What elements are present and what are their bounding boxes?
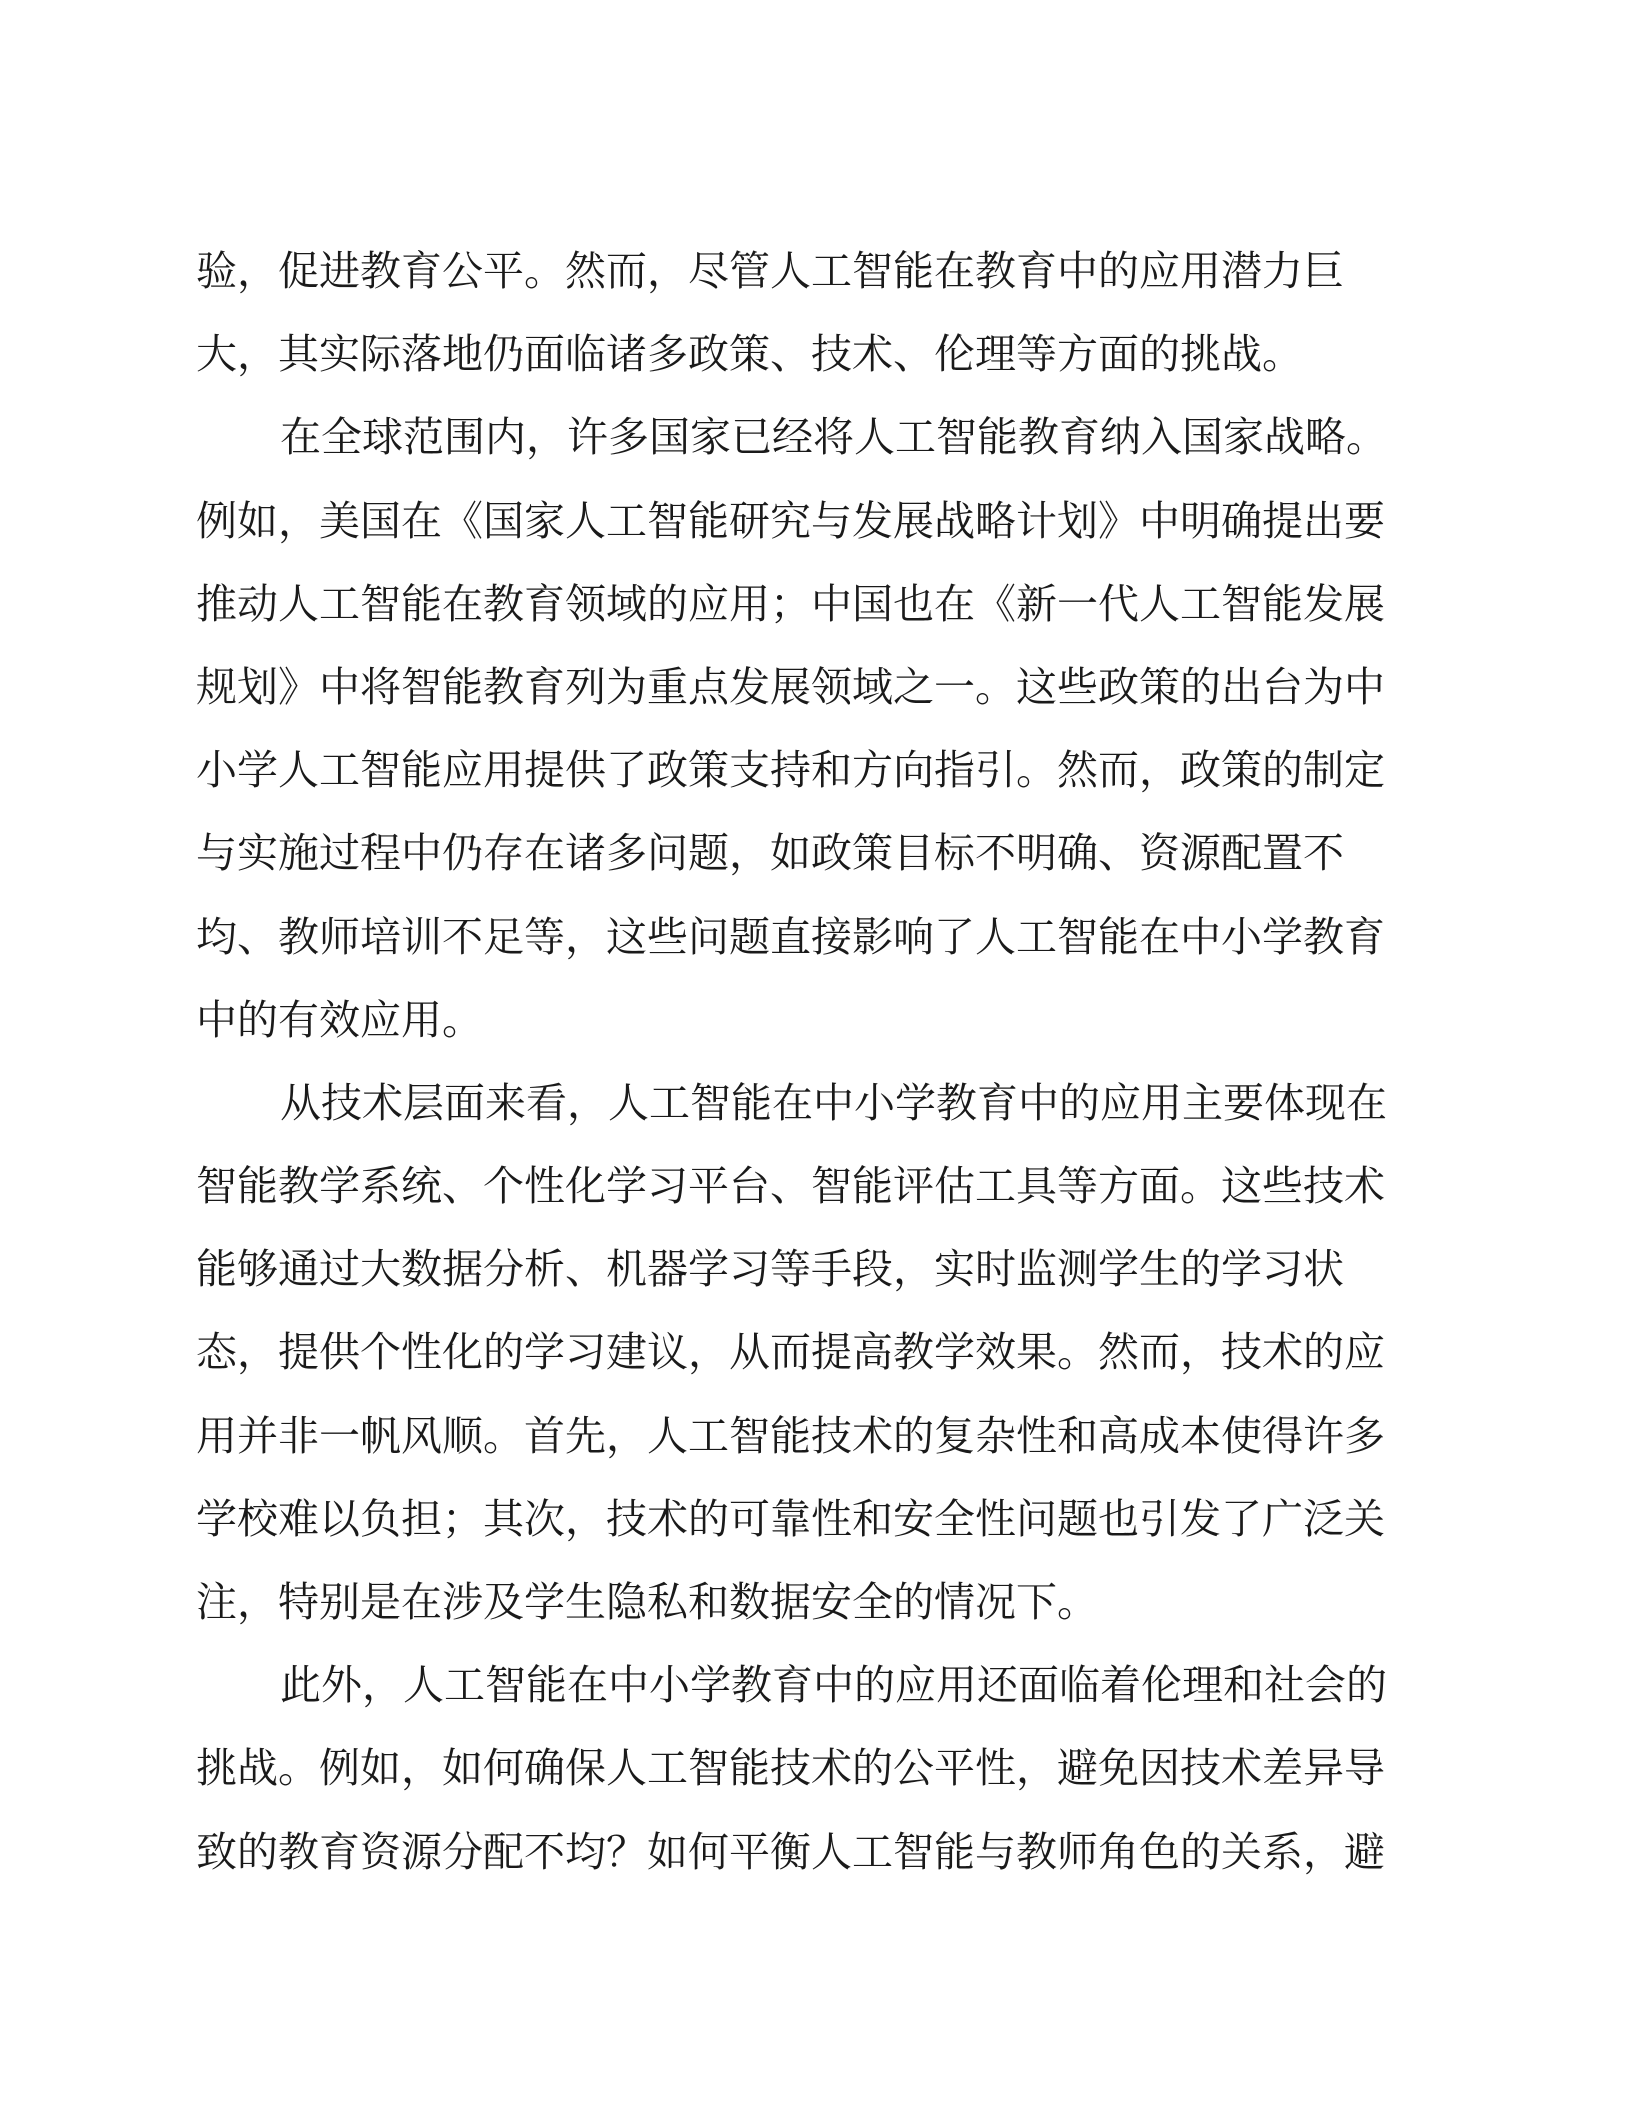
text-line: 智能教学系统、个性化学习平台、智能评估工具等方面。这些技术: [196, 1162, 1385, 1211]
text-line: 与实施过程中仍存在诸多问题，如政策目标不明确、资源配置不: [196, 829, 1344, 878]
text-line: 均、教师培训不足等，这些问题直接影响了人工智能在中小学教育: [196, 912, 1385, 961]
text-line: 规划》中将智能教育列为重点发展领域之一。这些政策的出台为中: [196, 662, 1385, 711]
text-line: 验，促进教育公平。然而，尽管人工智能在教育中的应用潜力巨: [196, 247, 1344, 295]
document-body: [196, 230, 1436, 1894]
text-line: 致的教育资源分配不均？如何平衡人工智能与教师角色的关系，避: [196, 1827, 1385, 1876]
text-line: 例如，美国在《国家人工智能研究与发展战略计划》中明确提出要: [196, 496, 1385, 545]
paragraph-start-line: 此外，人工智能在中小学教育中的应用还面临着伦理和社会的: [280, 1661, 1387, 1710]
paragraph-start-line: 在全球范围内，许多国家已经将人工智能教育纳入国家战略。: [280, 413, 1387, 462]
text-line: 能够通过大数据分析、机器学习等手段，实时监测学生的学习状: [196, 1245, 1344, 1294]
paragraph-start-line: 从技术层面来看，人工智能在中小学教育中的应用主要体现在: [280, 1078, 1387, 1127]
text-line: 大，其实际落地仍面临诸多政策、技术、伦理等方面的挑战。: [196, 330, 1303, 379]
text-line: 态，提供个性化的学习建议，从而提高教学效果。然而，技术的应: [196, 1328, 1385, 1377]
text-line: 学校难以负担；其次，技术的可靠性和安全性问题也引发了广泛关: [196, 1494, 1385, 1543]
text-line: 中的有效应用。: [196, 995, 483, 1044]
text-line: 注，特别是在涉及学生隐私和数据安全的情况下。: [196, 1578, 1098, 1626]
text-line: 小学人工智能应用提供了政策支持和方向指引。然而，政策的制定: [196, 746, 1385, 795]
text-line: 挑战。例如，如何确保人工智能技术的公平性，避免因技术差异导: [196, 1744, 1385, 1793]
text-line: 推动人工智能在教育领域的应用；中国也在《新一代人工智能发展: [196, 579, 1385, 628]
text-line: 用并非一帆风顺。首先，人工智能技术的复杂性和高成本使得许多: [196, 1411, 1385, 1460]
